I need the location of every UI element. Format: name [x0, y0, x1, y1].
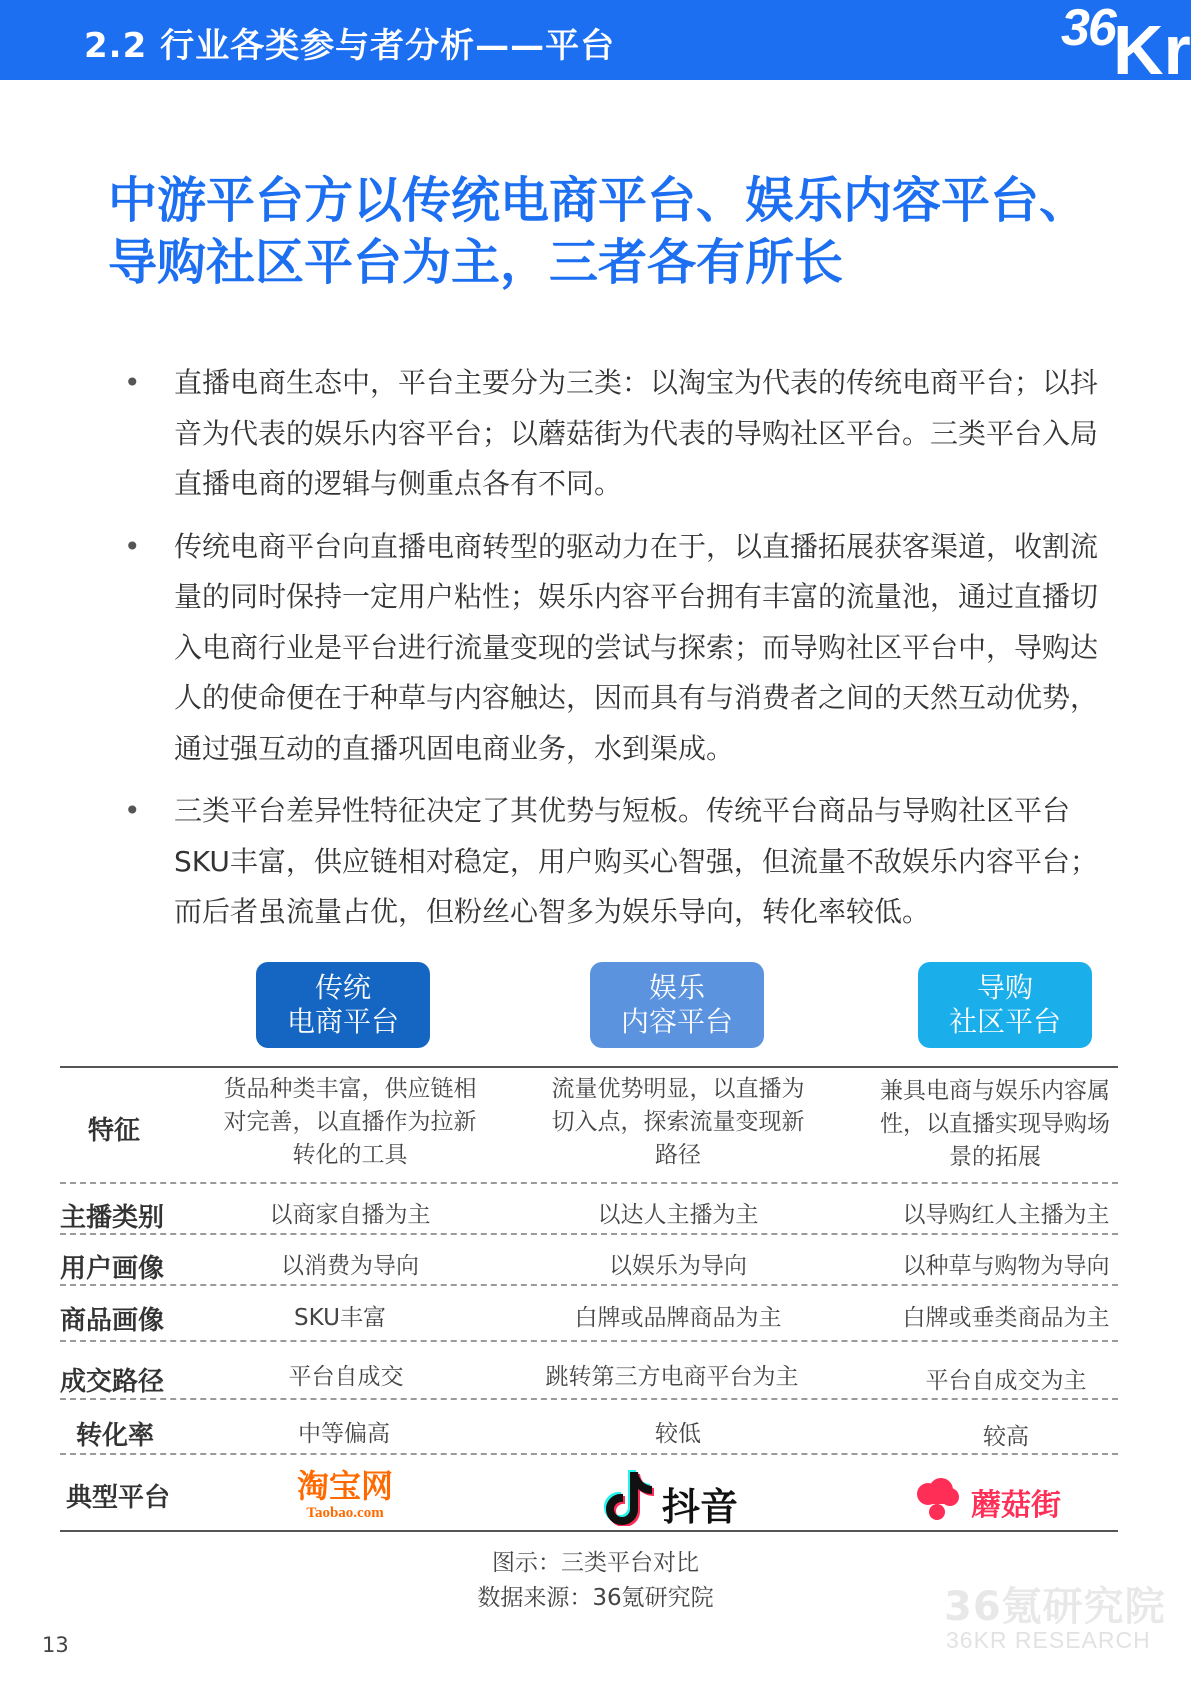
page-title-line-1: 中游平台方以传统电商平台、娱乐内容平台、	[108, 172, 1089, 229]
table-cell: 较低	[655, 1421, 701, 1447]
cell-line: 性，以直播实现导购场	[880, 1111, 1110, 1137]
table-cell: 以消费为导向	[281, 1253, 419, 1279]
column-header-line-1: 传统	[314, 971, 371, 1004]
table-cell: 平台自成交	[288, 1364, 404, 1390]
column-header-shopping-community	[918, 962, 1092, 1048]
page-title	[108, 170, 1088, 294]
bullet-text: 三类平台差异性特征决定了其优势与短板。传统平台商品与导购社区平台SKU丰富，供应链相对稳定，用户购买心智强，但流量不敌娱乐内容平台；而后者虽流量占优，但粉丝心智多为娱乐导向，转化率较低。	[174, 794, 1098, 928]
column-header-line-2: 电商平台	[286, 1005, 399, 1038]
row-label-anchor-type: 主播类别	[60, 1203, 165, 1233]
table-bottom-rule	[60, 1530, 1118, 1532]
table-cell: 以娱乐为导向	[609, 1253, 747, 1279]
watermark-cn: 36氪研究院	[944, 1584, 1166, 1630]
taobao-logo	[285, 1468, 405, 1526]
row-divider	[60, 1182, 1118, 1184]
mogujie-logo-text: 蘑菇街	[971, 1488, 1061, 1523]
data-source: 数据来源：36氪研究院	[477, 1585, 714, 1611]
bullet-item	[124, 786, 1114, 938]
column-header-line-2: 社区平台	[948, 1005, 1061, 1038]
cell-line: 流量优势明显，以直播为	[551, 1076, 805, 1102]
logo-number: 36	[1061, 0, 1115, 57]
logo-letters: Kr	[1113, 11, 1191, 89]
taobao-logo-subtext: Taobao.com	[306, 1505, 384, 1521]
bullet-dot: •	[124, 794, 141, 827]
cell-line: 景的拓展	[949, 1144, 1041, 1170]
mogujie-logo	[915, 1476, 1075, 1524]
bullet-list	[124, 358, 1114, 950]
table-top-rule	[60, 1066, 1118, 1068]
section-title: 2.2 行业各类参与者分析——平台	[84, 26, 616, 66]
cell-line: 货品种类丰富，供应链相	[223, 1076, 477, 1102]
row-divider	[60, 1284, 1118, 1286]
bullet-dot: •	[124, 529, 141, 563]
table-cell: 以导购红人主播为主	[902, 1202, 1110, 1228]
douyin-logo-text: 抖音	[662, 1485, 739, 1529]
cell-line: 转化的工具	[292, 1142, 408, 1168]
watermark-en: 36KR RESEARCH	[946, 1627, 1151, 1653]
page-number: 13	[42, 1633, 69, 1657]
36kr-logo	[1031, 0, 1191, 89]
row-label-conversion-rate: 转化率	[76, 1421, 155, 1451]
bullet-dot: •	[124, 366, 141, 399]
table-cell: 以种草与购物为导向	[902, 1253, 1110, 1279]
column-header-line-1: 娱乐	[648, 971, 705, 1004]
table-cell: 平台自成交为主	[925, 1368, 1087, 1394]
table-cell: 中等偏高	[298, 1421, 390, 1447]
row-divider	[60, 1233, 1118, 1235]
cell-line: 兼具电商与娱乐内容属	[880, 1078, 1110, 1104]
header-bar	[0, 0, 1191, 89]
column-header-line-2: 内容平台	[620, 1005, 733, 1038]
bullet-item	[124, 522, 1114, 775]
table-cell: 以商家自播为主	[269, 1202, 431, 1228]
row-label-product-profile: 商品画像	[60, 1306, 165, 1336]
column-header-traditional-ecommerce	[256, 962, 430, 1048]
table-cell: 白牌或品牌商品为主	[574, 1305, 782, 1331]
table-cell: 较高	[983, 1424, 1029, 1450]
mushroom-icon	[915, 1478, 961, 1522]
bullet-item	[124, 358, 1114, 510]
douyin-logo	[600, 1466, 750, 1528]
row-label-typical-platform: 典型平台	[66, 1483, 171, 1513]
page-title-line-2: 导购社区平台为主，三者各有所长	[108, 234, 844, 291]
cell-line: 对完善，以直播作为拉新	[223, 1109, 477, 1135]
table-cell: SKU丰富	[294, 1305, 386, 1331]
table-cell	[850, 1075, 1140, 1174]
column-header-entertainment-content	[590, 962, 764, 1048]
row-divider	[60, 1340, 1118, 1342]
figure-caption: 图示：三类平台对比	[492, 1550, 699, 1576]
table-cell	[200, 1073, 500, 1172]
taobao-logo-text: 淘宝网	[296, 1467, 393, 1505]
column-header-line-1: 导购	[976, 971, 1033, 1004]
cell-line: 切入点，探索流量变现新	[551, 1109, 805, 1135]
cell-line: 路径	[655, 1142, 701, 1168]
table-cell: 以达人主播为主	[597, 1202, 759, 1228]
bullet-text: 传统电商平台向直播电商转型的驱动力在于，以直播拓展获客渠道，收割流量的同时保持一定用户粘性；娱乐内容平台拥有丰富的流量池，通过直播切入电商行业是平台进行流量变现的尝试与探索；而导购社区平台中，导购达人的使命便在于种草与内容触达，因而具有与消费者之间的天然互动优势，通过强互动的直播巩固电商业务，水到渠成。	[174, 529, 1099, 765]
table-cell: 白牌或垂类商品为主	[902, 1305, 1110, 1331]
row-label-transaction-path: 成交路径	[60, 1367, 165, 1397]
row-divider	[60, 1398, 1118, 1400]
table-cell: 跳转第三方电商平台为主	[545, 1364, 799, 1390]
row-label-features: 特征	[88, 1116, 141, 1146]
row-label-user-profile: 用户画像	[60, 1254, 165, 1284]
table-cell	[528, 1073, 828, 1172]
douyin-note-icon	[600, 1468, 656, 1526]
bullet-text: 直播电商生态中，平台主要分为三类：以淘宝为代表的传统电商平台；以抖音为代表的娱乐内容平台；以蘑菇街为代表的导购社区平台。三类平台入局直播电商的逻辑与侧重点各有不同。	[174, 366, 1099, 500]
